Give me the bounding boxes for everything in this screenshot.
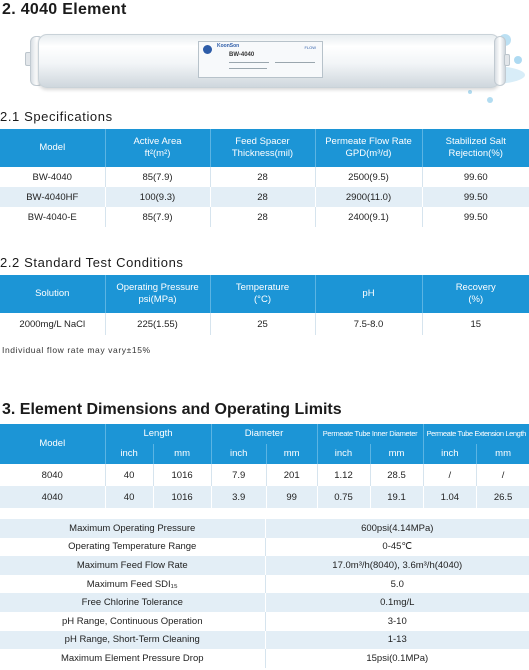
dimensions-title: 3. Element Dimensions and Operating Limits bbox=[2, 401, 342, 418]
specs-table bbox=[0, 129, 529, 227]
unit-inch: inch bbox=[211, 444, 266, 464]
col-diameter: Diameter bbox=[211, 424, 317, 444]
table-row bbox=[0, 538, 529, 557]
product-label bbox=[198, 41, 323, 78]
col-active-area: Active Area ft²(m²) bbox=[105, 129, 210, 167]
table-row bbox=[0, 649, 529, 668]
cell: 2900(11.0) bbox=[315, 187, 422, 207]
cell: 15 bbox=[422, 313, 529, 335]
cell: 7.9 bbox=[211, 464, 266, 486]
col-solution: Solution bbox=[0, 275, 105, 313]
cell: 99.50 bbox=[422, 207, 529, 227]
table-row bbox=[0, 575, 529, 594]
unit-mm: mm bbox=[153, 444, 211, 464]
cell: 40 bbox=[105, 486, 153, 508]
cell: 28 bbox=[210, 187, 315, 207]
cell: 2000mg/L NaCl bbox=[0, 313, 105, 335]
col-temperature: Temperature (°C) bbox=[210, 275, 315, 313]
unit-mm: mm bbox=[495, 448, 511, 459]
cell: 8040 bbox=[0, 464, 105, 486]
section-title: 2. 4040 Element bbox=[2, 1, 127, 18]
cell: BW-4040-E bbox=[0, 207, 105, 227]
limit-value: 1-13 bbox=[265, 631, 529, 650]
table-row bbox=[0, 486, 529, 508]
unit-inch: inch bbox=[317, 444, 370, 464]
element-end-pin-right bbox=[504, 54, 510, 66]
col-permeate-flow: Permeate Flow Rate GPD(m³/d) bbox=[315, 129, 422, 167]
limit-value: 5.0 bbox=[265, 575, 529, 594]
col-model: Model bbox=[0, 424, 105, 464]
dimensions-table bbox=[0, 424, 529, 508]
cell: 99.50 bbox=[422, 187, 529, 207]
table-row bbox=[0, 612, 529, 631]
cell: 100(9.3) bbox=[105, 187, 210, 207]
col-feed-spacer: Feed Spacer Thickness(mil) bbox=[210, 129, 315, 167]
cell: 4040 bbox=[0, 486, 105, 508]
col-extension-length: Permeate Tube Extension Length bbox=[426, 429, 526, 438]
cell: 85(7.9) bbox=[105, 167, 210, 187]
table-header-row bbox=[0, 424, 529, 444]
cell: / bbox=[477, 464, 529, 486]
cell: BW-4040 bbox=[0, 167, 105, 187]
col-operating-pressure: Operating Pressure psi(MPa) bbox=[105, 275, 210, 313]
limit-label: Maximum Operating Pressure bbox=[0, 519, 265, 538]
limit-value: 0.1mg/L bbox=[265, 593, 529, 612]
cell: 99.60 bbox=[422, 167, 529, 187]
label-line bbox=[229, 62, 269, 63]
col-salt-rejection: Stabilized Salt Rejection(%) bbox=[445, 136, 506, 159]
table-row bbox=[0, 167, 529, 187]
cell: 1.12 bbox=[317, 464, 370, 486]
limit-value: 600psi(4.14MPa) bbox=[265, 519, 529, 538]
cell: 1016 bbox=[153, 464, 211, 486]
table-header-row bbox=[0, 129, 529, 167]
cell: 28 bbox=[210, 207, 315, 227]
label-line bbox=[275, 62, 315, 63]
operating-limits-table bbox=[0, 519, 529, 668]
limit-label: Operating Temperature Range bbox=[0, 538, 265, 557]
col-ph: pH bbox=[315, 275, 422, 313]
limit-value: 3-10 bbox=[265, 612, 529, 631]
cell: 2400(9.1) bbox=[315, 207, 422, 227]
unit-mm: mm bbox=[370, 444, 423, 464]
limit-label: pH Range, Continuous Operation bbox=[0, 612, 265, 631]
table-row bbox=[0, 313, 529, 335]
flow-variance-note: Individual flow rate may vary±15% bbox=[2, 345, 151, 355]
cell: 225(1.55) bbox=[105, 313, 210, 335]
table-row bbox=[0, 464, 529, 486]
cell: 1016 bbox=[153, 486, 211, 508]
label-line bbox=[229, 68, 267, 69]
test-title: 2.2 Standard Test Conditions bbox=[0, 255, 184, 270]
cell: 28 bbox=[210, 167, 315, 187]
label-brand: KoonSon bbox=[217, 43, 240, 49]
table-row bbox=[0, 556, 529, 575]
limit-label: pH Range, Short-Term Cleaning bbox=[0, 631, 265, 650]
limit-value: 15psi(0.1MPa) bbox=[265, 649, 529, 668]
cell: 26.5 bbox=[477, 486, 529, 508]
cell: / bbox=[423, 464, 477, 486]
unit-inch: inch bbox=[105, 444, 153, 464]
cell: 40 bbox=[105, 464, 153, 486]
table-row bbox=[0, 519, 529, 538]
table-row bbox=[0, 631, 529, 650]
label-flow: FLOW bbox=[304, 45, 316, 50]
cell: 99 bbox=[266, 486, 317, 508]
col-inner-diameter: Permeate Tube Inner Diameter bbox=[317, 424, 423, 444]
cell: 201 bbox=[266, 464, 317, 486]
cell: 85(7.9) bbox=[105, 207, 210, 227]
table-row bbox=[0, 593, 529, 612]
limit-value: 17.0m³/h(8040), 3.6m³/h(4040) bbox=[265, 556, 529, 575]
col-length: Length bbox=[105, 424, 211, 444]
cell: 3.9 bbox=[211, 486, 266, 508]
unit-inch: inch bbox=[423, 444, 477, 464]
cell: 0.75 bbox=[317, 486, 370, 508]
table-row bbox=[0, 207, 529, 227]
table-header-row bbox=[0, 275, 529, 313]
limit-label: Maximum Feed SDI₁₅ bbox=[0, 575, 265, 594]
cell: 28.5 bbox=[370, 464, 423, 486]
col-recovery: Recovery (%) bbox=[455, 282, 496, 305]
cell: 19.1 bbox=[370, 486, 423, 508]
cell: 7.5-8.0 bbox=[315, 313, 422, 335]
cell: 25 bbox=[210, 313, 315, 335]
cell: BW-4040HF bbox=[0, 187, 105, 207]
cell: 2500(9.5) bbox=[315, 167, 422, 187]
label-model: BW-4040 bbox=[229, 52, 255, 58]
cell: 1.04 bbox=[423, 486, 477, 508]
table-row bbox=[0, 187, 529, 207]
test-table bbox=[0, 275, 529, 335]
limit-value: 0-45℃ bbox=[265, 538, 529, 557]
col-model: Model bbox=[0, 129, 105, 167]
limit-label: Maximum Element Pressure Drop bbox=[0, 649, 265, 668]
limit-label: Free Chlorine Tolerance bbox=[0, 593, 265, 612]
unit-mm: mm bbox=[266, 444, 317, 464]
limit-label: Maximum Feed Flow Rate bbox=[0, 556, 265, 575]
specs-title: 2.1 Specifications bbox=[0, 109, 113, 124]
brand-logo-icon bbox=[203, 45, 212, 54]
